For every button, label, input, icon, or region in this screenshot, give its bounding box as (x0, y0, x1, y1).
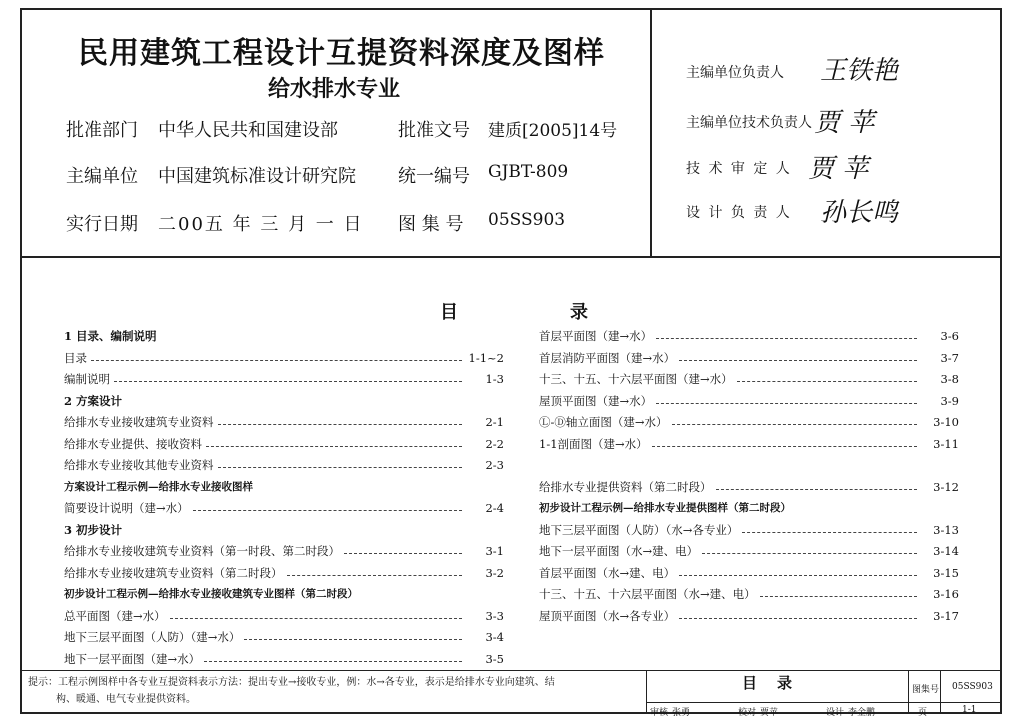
toc-entry-label: 目录 (64, 350, 87, 365)
toc-leader-line (218, 467, 463, 468)
toc-entry-label: Ⓛ-Ⓓ轴立面图（建→水） (539, 415, 668, 429)
toc-subheading-label: 方案设计工程示例—给排水专业接收图样 (64, 480, 253, 493)
toc-entry-page: 2-4 (485, 501, 504, 515)
toc-heading-left: 目 (440, 302, 458, 323)
toc-section-heading (64, 391, 504, 413)
title-block-page-label: 页 (918, 708, 928, 718)
toc-entry-page: 3-16 (933, 587, 959, 601)
title-block-review-name: 张勇 (672, 708, 691, 718)
header-divider-horizontal (20, 256, 1002, 258)
toc-subheading (64, 584, 504, 606)
footer-note-line1: 提示：工程示例图样中各专业互提资料表示方法：提出专业→接收专业，例：水→各专业，表示是给排水专业向建筑、结 (28, 677, 555, 688)
signature-name: 孙长鸣 (820, 198, 899, 228)
title-block-atlas-label: 图集号 (912, 685, 940, 695)
signature-name: 王铁艳 (820, 56, 899, 86)
approving-dept-label: 批准部门 (66, 120, 138, 141)
editor-unit-label: 主编单位 (66, 166, 138, 187)
toc-leader-line (114, 381, 462, 382)
header-divider-vertical (650, 10, 652, 256)
signature-name: 贾 苹 (814, 108, 875, 138)
toc-entry-page: 3-12 (933, 479, 959, 494)
toc-leader-line (652, 446, 917, 447)
toc-section-label: 3 初步设计 (64, 522, 123, 537)
toc-entry (539, 520, 959, 542)
toc-entry-page: 3-3 (485, 608, 504, 623)
approving-dept: 中华人民共和国建设部 (158, 120, 338, 141)
toc-leader-line (716, 489, 918, 490)
toc-left-column (64, 326, 504, 670)
toc-entry (64, 455, 504, 477)
toc-entry-label: 给排水专业提供资料（第二时段） (539, 479, 712, 494)
toc-section-label: 1 目录、编制说明 (64, 329, 157, 343)
toc-leader-line (679, 360, 917, 361)
toc-right-column (539, 326, 959, 627)
effective-date-label: 实行日期 (66, 214, 138, 235)
toc-entry-page: 3-6 (940, 329, 959, 343)
toc-section-heading (64, 520, 504, 542)
toc-entry-page: 1-3 (485, 372, 504, 386)
toc-entry-page: 3-13 (933, 522, 959, 537)
toc-entry-page: 1-1~2 (468, 350, 504, 365)
toc-leader-line (91, 360, 462, 361)
toc-leader-line (218, 424, 463, 425)
toc-leader-line (702, 553, 917, 554)
toc-entry-page: 3-8 (940, 372, 959, 386)
title-block-design-label: 设计 (826, 708, 845, 718)
toc-entry (539, 606, 959, 628)
toc-entry-page: 3-1 (485, 544, 504, 558)
toc-entry-page: 3-9 (940, 393, 959, 408)
toc-leader-line (737, 381, 917, 382)
title-block-atlas-no: 05SS903 (952, 682, 993, 692)
title-block-design-name: 李金鹏 (848, 708, 876, 718)
footer-note (28, 674, 628, 708)
toc-entry-label: 给排水专业接收建筑专业资料（第二时段） (64, 565, 283, 580)
toc-entry-page: 2-1 (485, 415, 504, 429)
toc-entry (64, 627, 504, 649)
toc-entry-page: 3-2 (485, 565, 504, 580)
toc-entry-label: 给排水专业接收建筑专业资料（第一时段、第二时段） (64, 544, 340, 558)
atlas-no-label: 图 集 号 (398, 214, 464, 235)
title-block-check-label: 校对 (738, 708, 757, 718)
toc-entry (539, 412, 959, 434)
title-block-review-label: 审核 (650, 708, 669, 718)
toc-leader-line (204, 661, 462, 662)
toc-entry-page: 2-2 (485, 436, 504, 451)
effective-date: 二00五 年 三 月 一 日 (158, 214, 364, 235)
toc-subheading (64, 477, 504, 499)
toc-leader-line (287, 575, 463, 576)
toc-heading-right: 录 (570, 302, 588, 323)
toc-entry-label: 地下三层平面图（人防）（建→水） (64, 630, 241, 644)
signature-role: 主编单位技术负责人 (686, 115, 812, 131)
toc-entry (64, 563, 504, 585)
toc-leader-line (244, 639, 462, 640)
toc-subheading-label: 初步设计工程示例—给排水专业提供图样（第二时段） (539, 502, 791, 514)
title-block-divider (646, 702, 1002, 703)
toc-entry-label: 屋顶平面图（水→各专业） (539, 608, 676, 623)
toc-entry (539, 391, 959, 413)
toc-leader-line (170, 618, 462, 619)
atlas-no: 05SS903 (488, 210, 566, 230)
signature-name: 贾 苹 (808, 154, 869, 184)
approval-doc: 建质[2005]14号 (488, 121, 618, 141)
toc-entry (539, 369, 959, 391)
page-subtitle: 给水排水专业 (268, 77, 401, 102)
toc-leader-line (193, 510, 462, 511)
toc-entry (539, 348, 959, 370)
toc-entry-label: 地下三层平面图（人防）（水→各专业） (539, 522, 739, 537)
toc-entry (539, 434, 959, 456)
toc-entry-page: 3-4 (485, 630, 504, 644)
toc-entry-page: 3-11 (933, 436, 959, 451)
toc-entry-label: 十三、十五、十六层平面图（水→建、电） (539, 587, 756, 601)
toc-entry-page: 3-10 (933, 415, 959, 429)
toc-entry (64, 649, 504, 671)
toc-entry-label: 十三、十五、十六层平面图（建→水） (539, 372, 733, 386)
toc-spacer (539, 455, 959, 477)
toc-leader-line (742, 532, 917, 533)
toc-entry-label: 首层平面图（水→建、电） (539, 565, 676, 580)
toc-entry (64, 434, 504, 456)
toc-entry-label: 1-1剖面图（建→水） (539, 436, 648, 451)
unified-no-label: 统一编号 (398, 166, 470, 187)
toc-entry (64, 606, 504, 628)
toc-entry-label: 首层消防平面图（建→水） (539, 350, 676, 365)
toc-leader-line (206, 446, 462, 447)
title-block-vline (908, 670, 909, 714)
toc-entry (64, 412, 504, 434)
title-block-vline (940, 670, 941, 714)
toc-entry-page: 3-5 (485, 651, 504, 666)
toc-entry (64, 369, 504, 391)
toc-leader-line (344, 553, 462, 554)
footer-note-line2: 构、暖通、电气专业提供资料。 (56, 694, 196, 705)
toc-entry (64, 541, 504, 563)
editor-unit: 中国建筑标准设计研究院 (158, 166, 356, 187)
toc-entry (539, 563, 959, 585)
signature-role: 技 术 审 定 人 (686, 161, 792, 177)
toc-entry (539, 326, 959, 348)
toc-entry-page: 3-7 (940, 350, 959, 365)
toc-leader-line (656, 403, 917, 404)
approval-doc-label: 批准文号 (398, 120, 470, 141)
toc-entry-label: 地下一层平面图（水→建、电） (539, 544, 699, 558)
toc-leader-line (656, 338, 917, 339)
toc-section-label: 2 方案设计 (64, 393, 123, 408)
title-block-check-name: 贾苹 (760, 708, 779, 718)
toc-entry-label: 编制说明 (64, 372, 110, 386)
toc-entry-label: 屋顶平面图（建→水） (539, 393, 653, 408)
title-block-page: 1-1 (962, 705, 977, 715)
toc-entry-label: 给排水专业接收其他专业资料 (64, 458, 214, 472)
toc-leader-line (679, 575, 917, 576)
toc-entry-page: 3-14 (933, 544, 959, 558)
toc-entry-label: 给排水专业接收建筑专业资料 (64, 415, 214, 429)
toc-entry-page: 2-3 (485, 458, 504, 472)
toc-entry (539, 584, 959, 606)
toc-section-heading (64, 326, 504, 348)
toc-entry (64, 348, 504, 370)
toc-entry-label: 简要设计说明（建→水） (64, 501, 189, 515)
toc-entry-label: 地下一层平面图（建→水） (64, 651, 201, 666)
title-block-title: 目录 (741, 674, 812, 692)
toc-entry (539, 541, 959, 563)
signature-role: 主编单位负责人 (686, 65, 784, 81)
toc-entry-page: 3-17 (933, 608, 959, 623)
unified-no: GJBT-809 (488, 162, 569, 182)
toc-entry (64, 498, 504, 520)
toc-entry-label: 给排水专业提供、接收资料 (64, 436, 202, 451)
toc-subheading-label: 初步设计工程示例—给排水专业接收建筑专业图样（第二时段） (64, 588, 358, 600)
toc-entry-label: 总平面图（建→水） (64, 608, 166, 623)
toc-leader-line (672, 424, 917, 425)
toc-subheading (539, 498, 959, 520)
toc-leader-line (679, 618, 917, 619)
toc-leader-line (760, 596, 917, 597)
toc-entry-page: 3-15 (933, 565, 959, 580)
toc-entry-label: 首层平面图（建→水） (539, 329, 653, 343)
toc-entry (539, 477, 959, 499)
page-title: 民用建筑工程设计互提资料深度及图样 (78, 36, 605, 71)
signature-role: 设 计 负 责 人 (686, 205, 792, 221)
